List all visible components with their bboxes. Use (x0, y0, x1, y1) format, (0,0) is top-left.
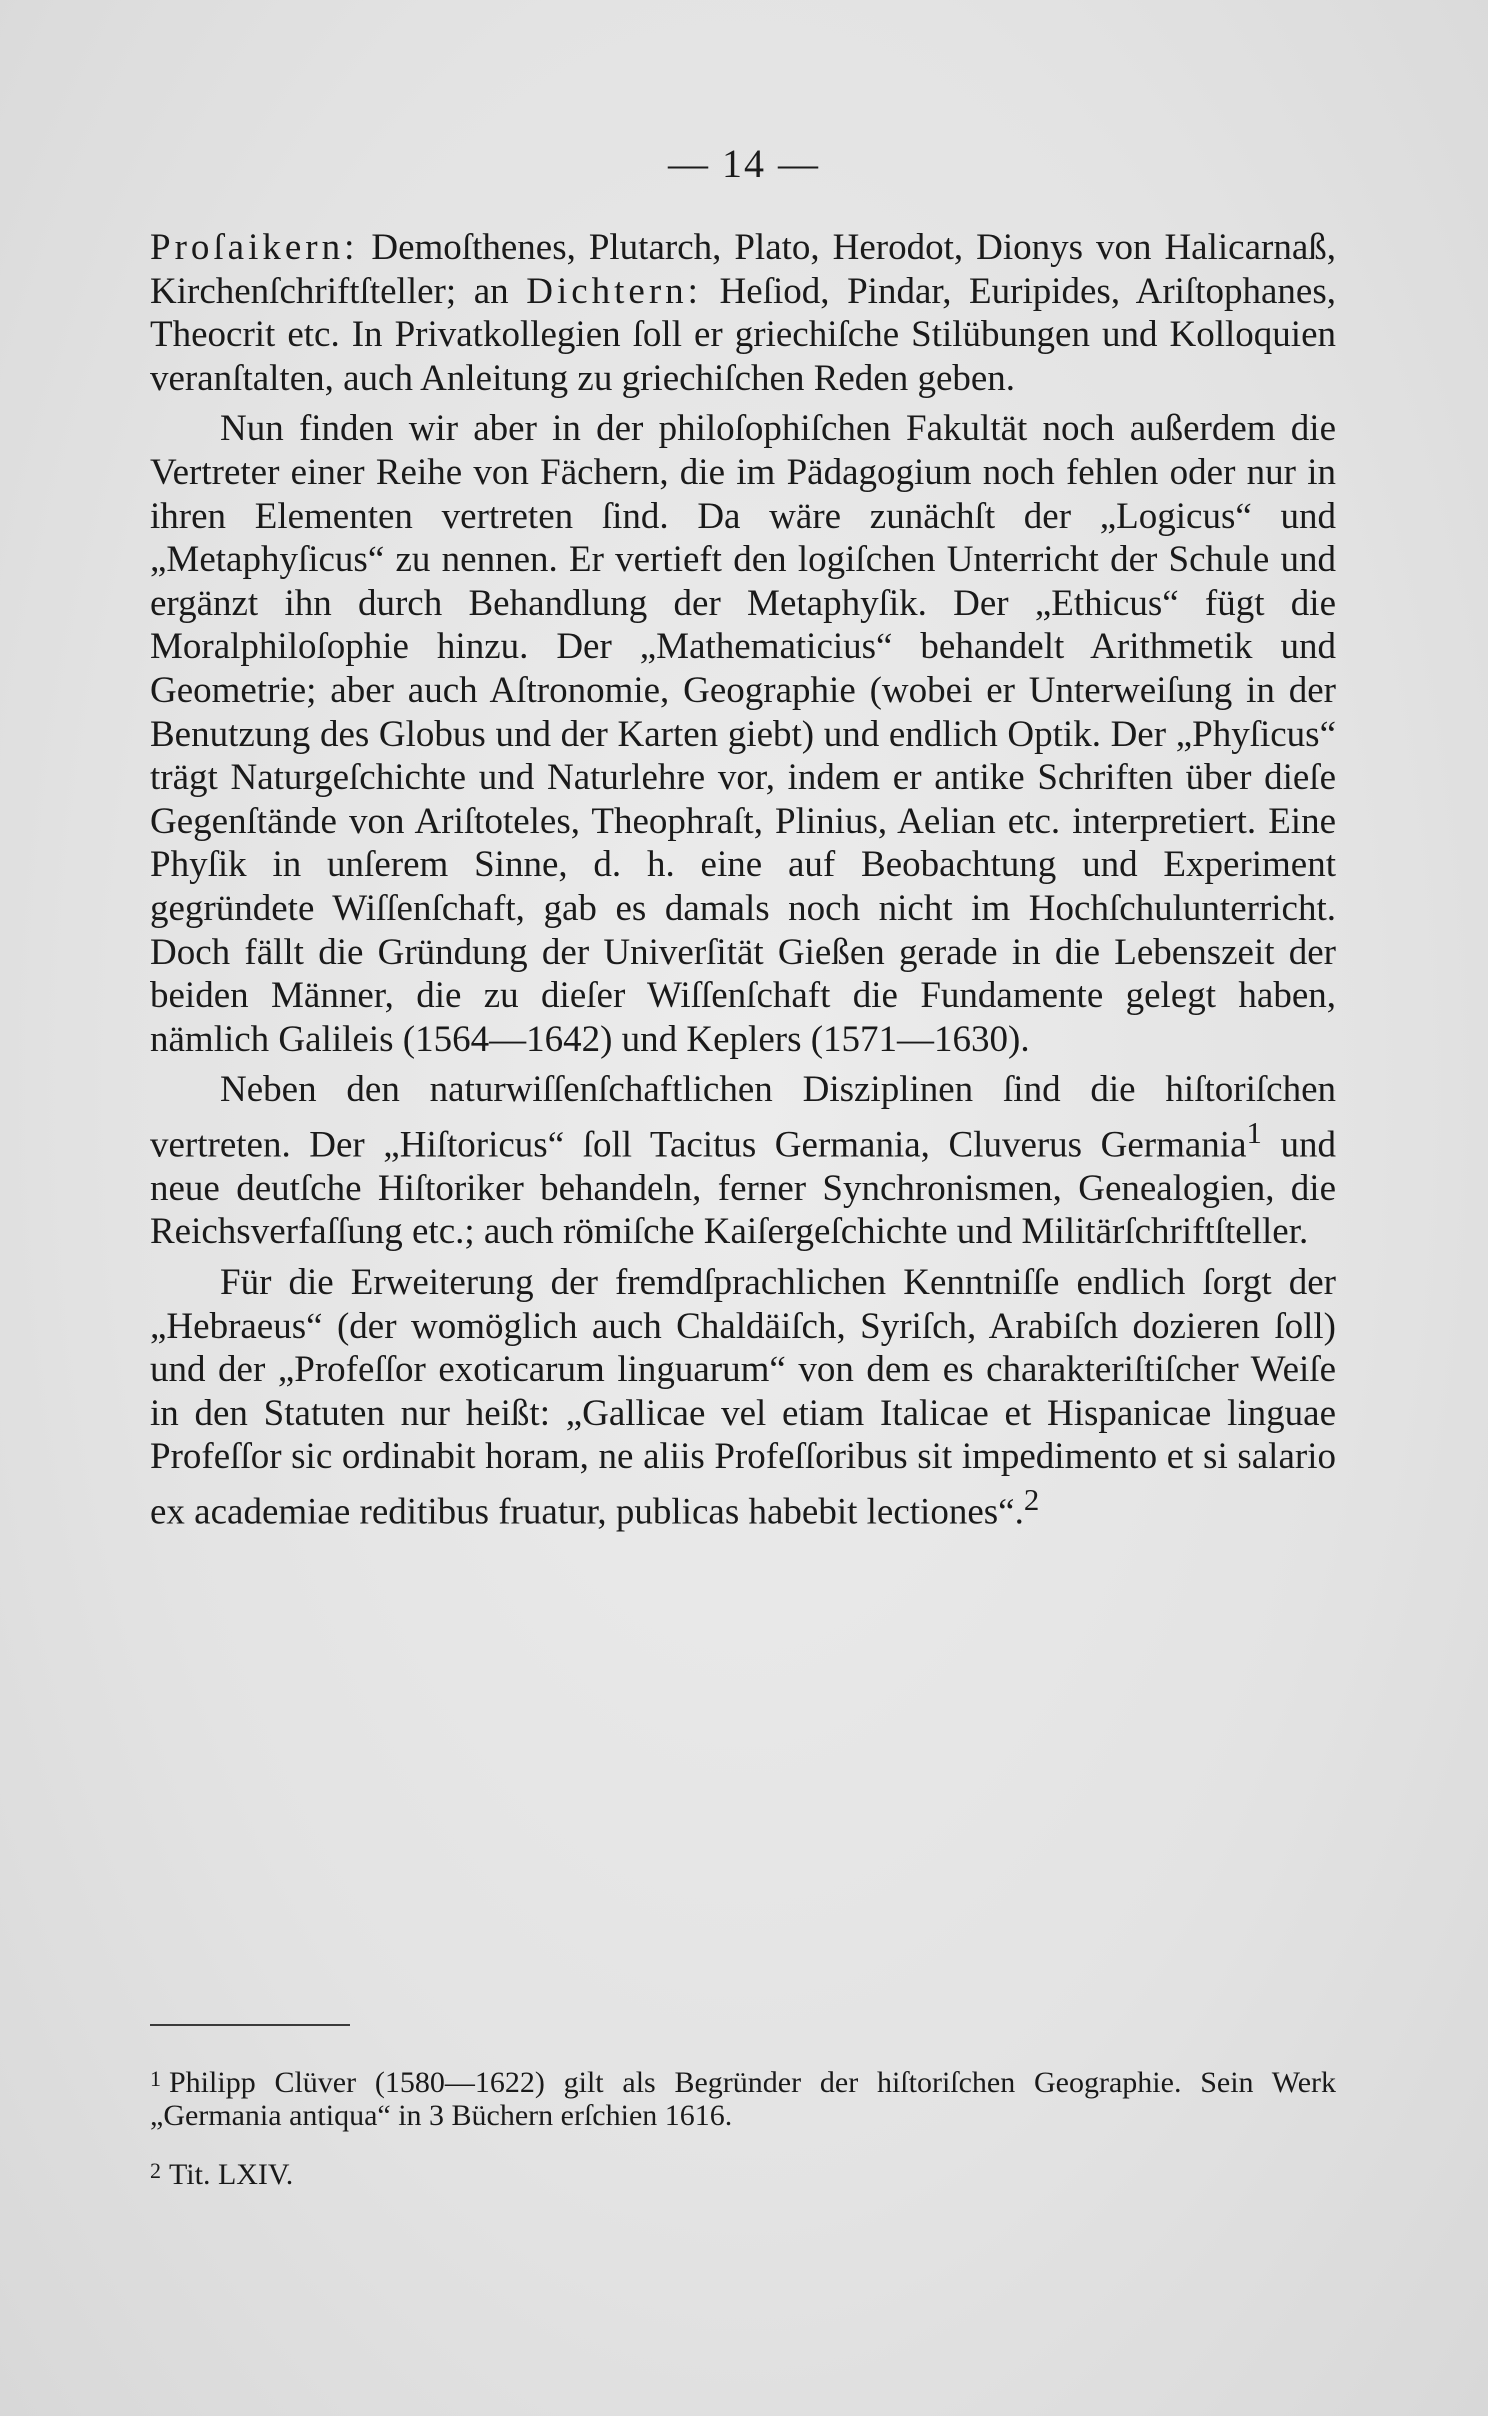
spaced-term-dichtern: Dichtern: (526, 270, 702, 312)
footnote-1-text: Philipp Clüver (1580—1622) gilt als Begründer der hiſtoriſchen Geographie. Sein Werk „Germania antiqua“ in 3 Büchern erſchien 1616. (150, 2066, 1336, 2132)
paragraph-3-text-continued: und neue deutſche Hiſtoriker behandeln, ferner Synchronismen, Genealogien, die Reichsverfaſſung etc.; auch römiſche Kaiſergeſchichte und Militärſchriftſteller. (150, 1124, 1336, 1253)
footnote-reference-2: 2 (1023, 1482, 1040, 1517)
footnote-1 (150, 2062, 1336, 2132)
footnote-reference-1: 1 (1246, 1115, 1262, 1150)
footnotes (150, 2062, 1336, 2191)
footnote-2 (150, 2154, 1336, 2191)
footnote-marker-2: 2 (150, 2158, 161, 2183)
paragraph-4-text: Für die Erweiterung der fremdſprachlichen Kenntniſſe endlich ſorgt der „Hebraeus“ (der womöglich auch Chaldäiſch, Syriſch, Arabiſch dozieren ſoll) und der „Profeſſor exoticarum linguarum“ von dem es charakteriſtiſcher Weiſe in den Statuten nur heißt: „Gallicae vel etiam Italicae et Hispanicae linguae Profeſſor sic ordinabit horam, ne aliis Profeſſoribus sit impedimento et si salario ex academiae reditibus fruatur, publicas habebit lectiones“. (150, 1261, 1336, 1533)
paragraph-3-text: Neben den naturwiſſenſchaftlichen Disziplinen ſind die hiſtoriſchen vertreten. Der „Hiſtoricus“ ſoll Tacitus Germania, Cluverus Germania (150, 1069, 1336, 1166)
paragraph-1-text: Demoſthenes, Plutarch, Plato, Herodot, Dionys von Halicarnaß, Kirchenſchriftſteller; an (150, 227, 1336, 312)
footnote-marker-1: 1 (150, 2066, 161, 2091)
footnote-2-text: Tit. LXIV. (169, 2158, 294, 2191)
paragraph-1-text-continued: Heſiod, Pindar, Euripides, Ariſtophanes, Theocrit etc. In Privatkollegien ſoll er griechiſche Stilübungen und Kolloquien veranſtalten, auch Anleitung zu griechiſchen Reden geben. (150, 270, 1336, 399)
paragraph-2: Nun finden wir aber in der philoſophiſchen Fakultät noch außerdem die Vertreter einer Reihe von Fächern, die im Pädagogium noch fehlen oder nur in ihren Elementen vertreten ſind. Da wäre zunächſt der „Logicus“ und „Metaphyſicus“ zu nennen. Er vertieft den logiſchen Unterricht der Schule und ergänzt ihn durch Behandlung der Metaphyſik. Der „Ethicus“ fügt die Moralphiloſophie hinzu. Der „Mathematicius“ behandelt Arithmetik und Geometrie; aber auch Aſtronomie, Geographie (wobei er Unterweiſung in der Benutzung des Globus und der Karten giebt) und endlich Optik. Der „Phyſicus“ trägt Naturgeſchichte und Naturlehre vor, indem er antike Schriften über dieſe Gegenſtände von Ariſtoteles, Theophraſt, Plinius, Aelian etc. interpretiert. Eine Phyſik in unſerem Sinne, d. h. eine auf Beobachtung und Experiment gegründete Wiſſenſchaft, gab es damals noch nicht im Hochſchulunterricht. Doch fällt die Gründung der Univerſität Gießen gerade in die Lebenszeit der beiden Männer, die zu dieſer Wiſſenſchaft die Fundamente gelegt haben, nämlich Galileis (1564—1642) und Keplers (1571—1630). (150, 408, 1336, 1060)
spaced-term-prosaikern: Proſaikern: (150, 227, 359, 268)
footnote-divider (150, 2024, 350, 2026)
paragraph-1 (150, 226, 1336, 400)
paragraph-3 (150, 1068, 1336, 1254)
main-text (150, 226, 1336, 1534)
page-number: — 14 — (668, 141, 820, 186)
paragraph-4 (150, 1261, 1336, 1534)
